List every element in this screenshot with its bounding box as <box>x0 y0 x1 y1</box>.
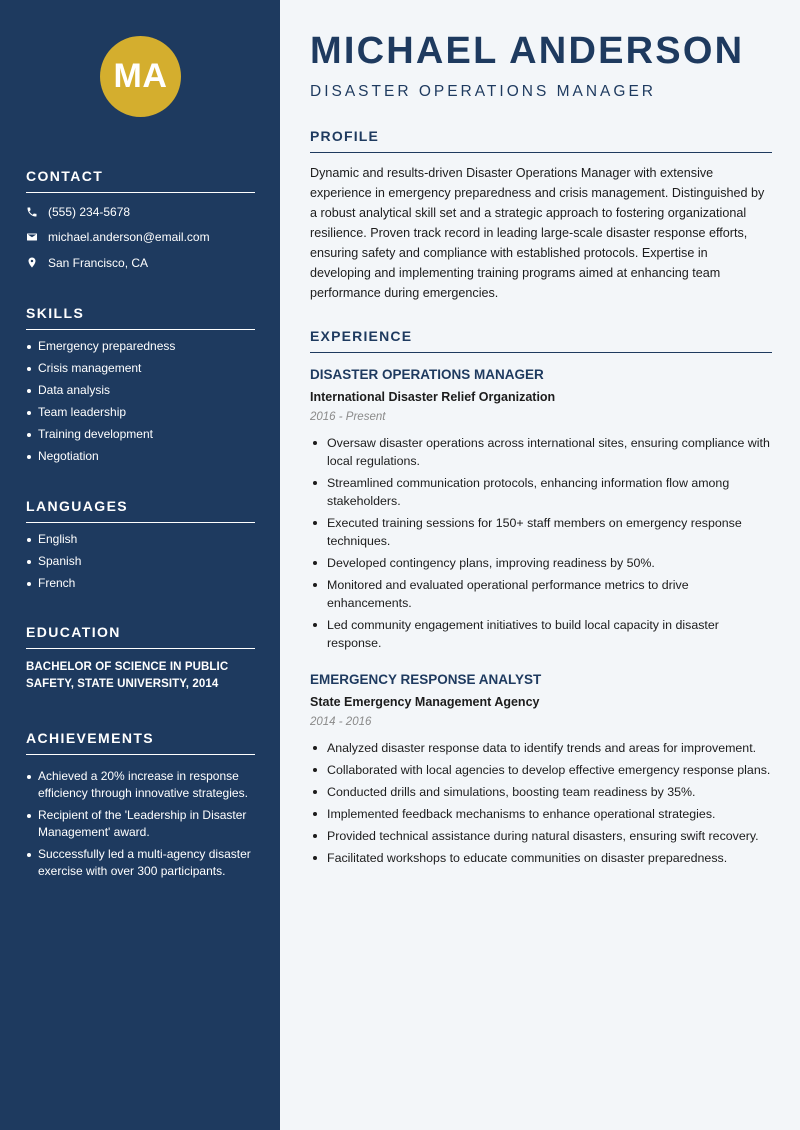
list-item: Led community engagement initiatives to build local capacity in disaster response. <box>310 616 772 652</box>
avatar-initials: MA <box>113 57 168 95</box>
list-item: Crisis management <box>26 360 255 377</box>
list-item: Successfully led a multi-agency disaster exercise with over 300 participants. <box>26 846 255 880</box>
job-dates: 2016 - Present <box>310 411 386 423</box>
mail-icon <box>26 231 48 243</box>
contact-email <box>26 225 255 251</box>
list-item: Negotiation <box>26 448 255 465</box>
location-pin-icon <box>26 256 48 269</box>
education-title: EDUCATION <box>26 624 255 649</box>
list-item: Developed contingency plans, improving readiness by 50%. <box>310 554 772 572</box>
contact-phone <box>26 199 255 225</box>
job-company: State Emergency Management Agency <box>310 695 540 709</box>
list-item: English <box>26 531 255 548</box>
page-title: MICHAEL ANDERSON <box>310 30 745 72</box>
list-item: Provided technical assistance during natural disasters, ensuring swift recovery. <box>310 827 772 845</box>
contact-email-text: michael.anderson@email.com <box>48 230 210 245</box>
job-company: International Disaster Relief Organization <box>310 390 556 404</box>
job-entry <box>310 671 772 871</box>
list-item: Facilitated workshops to educate communities on disaster preparedness. <box>310 849 772 867</box>
list-item: Oversaw disaster operations across international sites, ensuring compliance with local regulations. <box>310 434 772 470</box>
languages-title: LANGUAGES <box>26 498 255 523</box>
job-dates: 2014 - 2016 <box>310 716 372 728</box>
skills-title: SKILLS <box>26 305 255 330</box>
job-title: EMERGENCY RESPONSE ANALYST <box>310 672 542 687</box>
list-item: Monitored and evaluated operational performance metrics to drive enhancements. <box>310 576 772 612</box>
job-role-subtitle: DISASTER OPERATIONS MANAGER <box>310 83 656 100</box>
contact-location-text: San Francisco, CA <box>48 255 149 270</box>
languages-list <box>26 531 255 592</box>
list-item: Spanish <box>26 553 255 570</box>
profile-text: Dynamic and results-driven Disaster Operations Manager with extensive experience in emergency preparedness and crisis management. Distinguished by a robust analytical skill set and a strategic approach to fostering organizational resilience. Proven track record in leading large-scale disaster response efforts, ensuring safety and compliance with established protocols. Expertise in developing and implementing training programs aimed at enhancing team performance during emergencies. <box>310 166 765 300</box>
list-item: Team leadership <box>26 404 255 421</box>
profile-section <box>310 128 772 303</box>
achievements-section <box>26 730 255 885</box>
list-item: Implemented feedback mechanisms to enhance operational strategies. <box>310 805 772 823</box>
experience-title: EXPERIENCE <box>310 328 772 353</box>
list-item: French <box>26 575 255 592</box>
avatar <box>100 36 181 117</box>
list-item: Data analysis <box>26 382 255 399</box>
skills-list <box>26 338 255 465</box>
contact-section <box>26 168 255 276</box>
contact-title: CONTACT <box>26 168 255 193</box>
skills-section <box>26 305 255 470</box>
list-item: Streamlined communication protocols, enhancing information flow among stakeholders. <box>310 474 772 510</box>
achievements-title: ACHIEVEMENTS <box>26 730 255 755</box>
experience-section <box>310 328 772 353</box>
job-bullets <box>310 739 772 867</box>
list-item: Achieved a 20% increase in response efficiency through innovative strategies. <box>26 768 255 802</box>
education-section <box>26 624 255 693</box>
list-item: Conducted drills and simulations, boosting team readiness by 35%. <box>310 783 772 801</box>
languages-section <box>26 498 255 597</box>
list-item: Recipient of the 'Leadership in Disaster Management' award. <box>26 807 255 841</box>
sidebar <box>0 0 280 1130</box>
job-entry <box>310 366 772 656</box>
list-item: Executed training sessions for 150+ staff members on emergency response techniques. <box>310 514 772 550</box>
job-title: DISASTER OPERATIONS MANAGER <box>310 367 544 382</box>
job-bullets <box>310 434 772 652</box>
list-item: Training development <box>26 426 255 443</box>
achievements-list <box>26 768 255 880</box>
list-item: Analyzed disaster response data to identify trends and areas for improvement. <box>310 739 772 757</box>
profile-title: PROFILE <box>310 128 772 153</box>
list-item: Emergency preparedness <box>26 338 255 355</box>
phone-icon <box>26 206 48 218</box>
education-degree: BACHELOR OF SCIENCE IN PUBLIC SAFETY, STATE UNIVERSITY, 2014 <box>26 661 229 690</box>
contact-location <box>26 250 255 276</box>
list-item: Collaborated with local agencies to develop effective emergency response plans. <box>310 761 772 779</box>
contact-phone-text: (555) 234-5678 <box>48 204 131 219</box>
